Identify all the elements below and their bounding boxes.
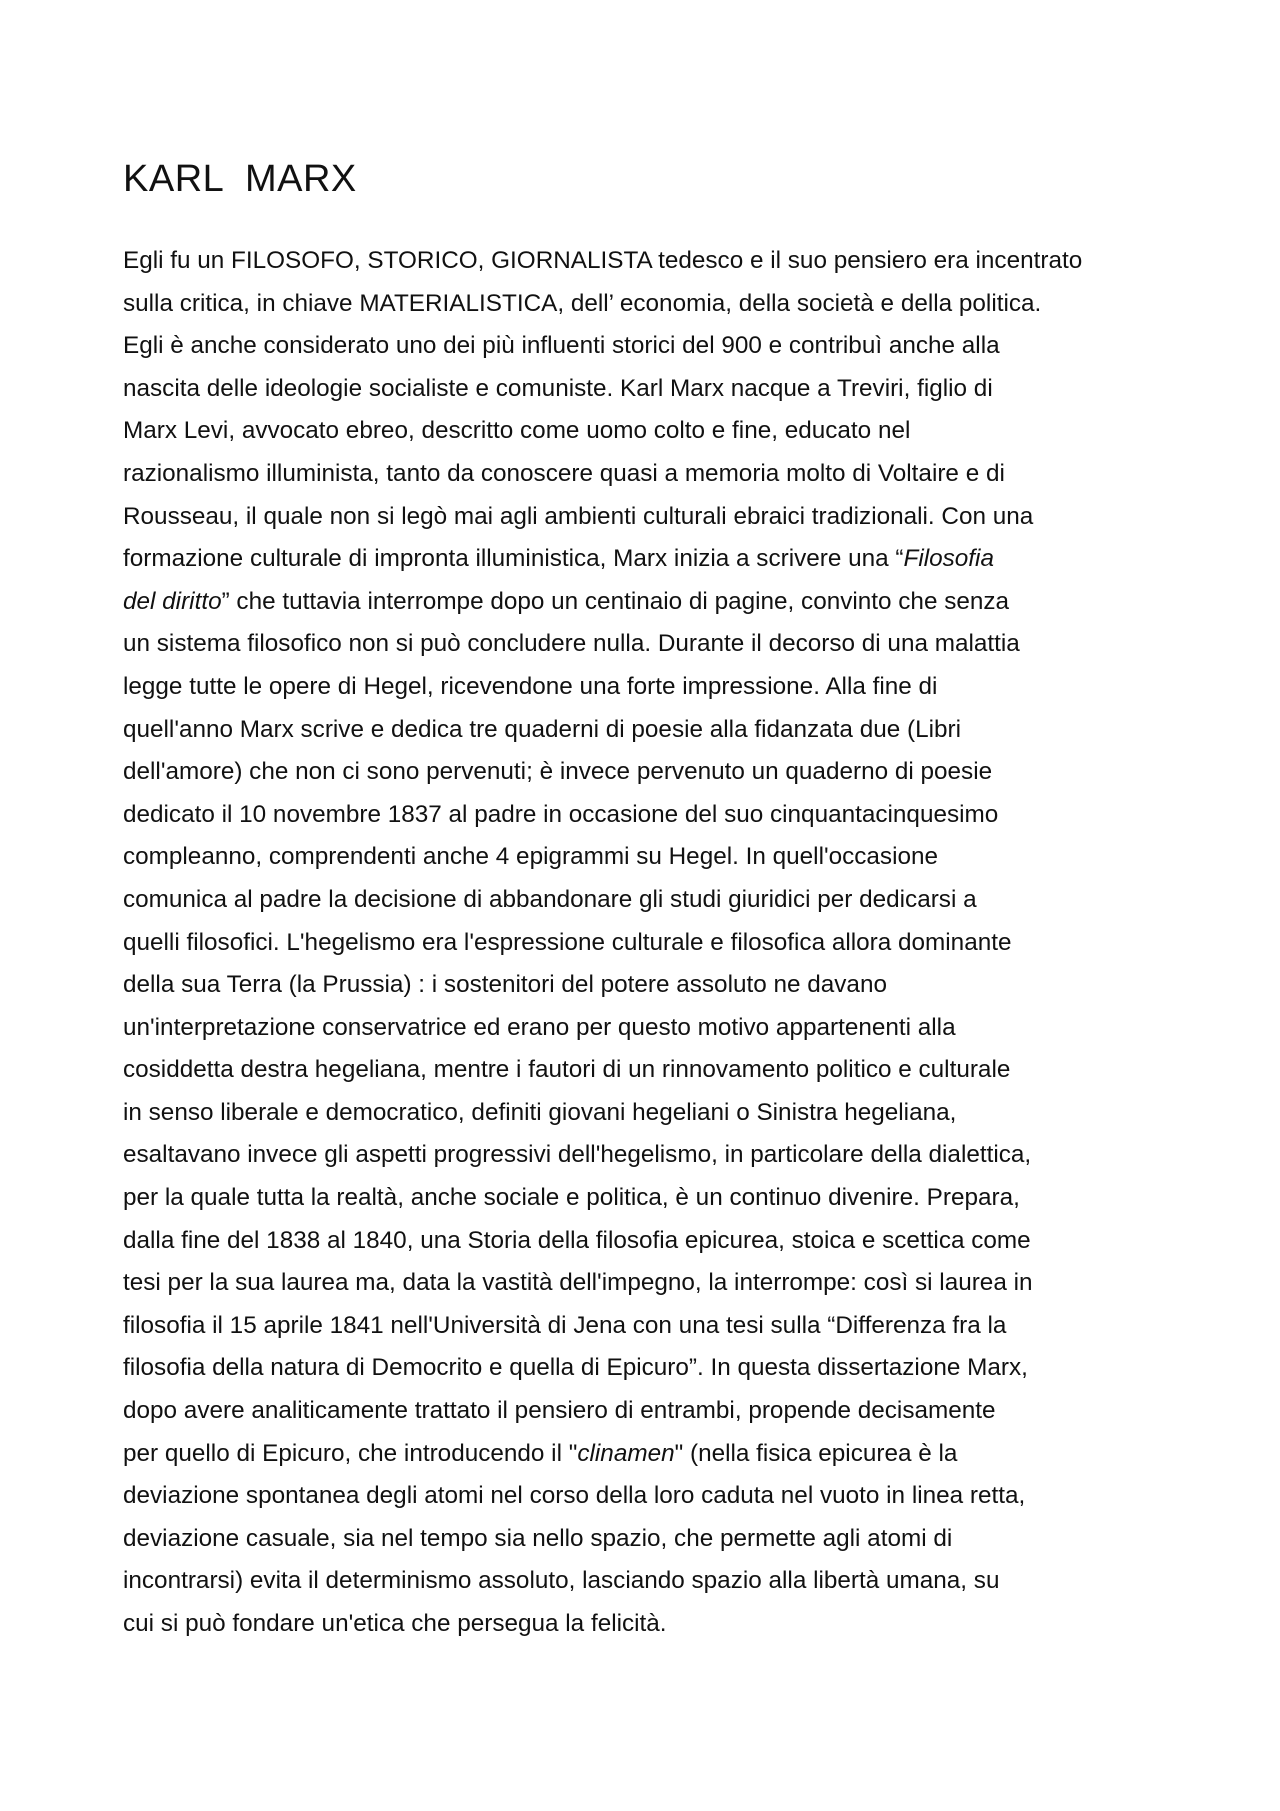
- text-segment: Egli è anche considerato uno dei più influenti storici del 900 e contribuì anche alla: [123, 332, 1000, 360]
- text-segment: un'interpretazione conservatrice ed erano per questo motivo appartenenti alla: [123, 1013, 956, 1041]
- text-segment: dalla fine del 1838 al 1840, una Storia della filosofia epicurea, stoica e scettica come: [123, 1226, 1031, 1254]
- text-segment: un sistema filosofico non si può concludere nulla. Durante il decorso di una malattia: [123, 630, 1020, 658]
- text-segment: cui si può fondare un'etica che persegua la felicità.: [123, 1610, 667, 1637]
- text-segment: Rousseau, il quale non si legò mai agli ambienti culturali ebraici tradizionali. Con una: [123, 502, 1034, 530]
- text-line: [123, 794, 1183, 837]
- text-segment: formazione culturale di impronta illuministica, Marx inizia a scrivere una “: [123, 545, 904, 573]
- text-line: [123, 240, 1183, 283]
- text-line: [123, 836, 1183, 879]
- text-line: [123, 1433, 1183, 1476]
- text-line: [123, 1475, 1183, 1518]
- text-segment: dedicato il 10 novembre 1837 al padre in occasione del suo cinquantacinquesimo: [123, 800, 999, 828]
- text-line: [123, 1603, 1183, 1646]
- text-line: [123, 1390, 1183, 1433]
- text-segment: incontrarsi) evita il determinismo assoluto, lasciando spazio alla libertà umana, su: [123, 1567, 1000, 1595]
- text-segment: per quello di Epicuro, che introducendo il ": [123, 1439, 578, 1467]
- text-line: [123, 1347, 1183, 1390]
- text-line: [123, 1177, 1183, 1220]
- text-segment: in senso liberale e democratico, definiti giovani hegeliani o Sinistra hegeliana,: [123, 1098, 957, 1126]
- italic-text: clinamen: [577, 1439, 675, 1467]
- text-segment: sulla critica, in chiave MATERIALISTICA, dell’ economia, della società e della politica.: [123, 289, 1042, 317]
- text-line: [123, 1262, 1183, 1305]
- text-line: [123, 879, 1183, 922]
- text-line: [123, 964, 1183, 1007]
- text-line: [123, 581, 1183, 624]
- italic-text: del diritto: [123, 587, 222, 615]
- text-line: [123, 453, 1183, 496]
- text-segment: nascita delle ideologie socialiste e comuniste. Karl Marx nacque a Treviri, figlio di: [123, 374, 993, 402]
- text-line: [123, 1305, 1183, 1348]
- text-line: [123, 623, 1183, 666]
- text-line: [123, 1134, 1183, 1177]
- text-segment: quelli filosofici. L'hegelismo era l'espressione culturale e filosofica allora dominante: [123, 928, 1012, 956]
- text-segment: esaltavano invece gli aspetti progressivi dell'hegelismo, in particolare della dialettica,: [123, 1141, 1032, 1169]
- body-paragraph: [123, 240, 1183, 1646]
- text-segment: Egli fu un FILOSOFO, STORICO, GIORNALISTA tedesco e il suo pensiero era incentrato: [123, 247, 1083, 274]
- text-segment: deviazione casuale, sia nel tempo sia nello spazio, che permette agli atomi di: [123, 1524, 953, 1552]
- text-segment: ” che tuttavia interrompe dopo un centinaio di pagine, convinto che senza: [221, 587, 1010, 615]
- text-segment: deviazione spontanea degli atomi nel corso della loro caduta nel vuoto in linea retta,: [123, 1482, 1026, 1510]
- text-segment: dopo avere analiticamente trattato il pensiero di entrambi, propende decisamente: [123, 1397, 996, 1425]
- text-line: [123, 325, 1183, 368]
- text-line: [123, 751, 1183, 794]
- text-line: [123, 368, 1183, 411]
- italic-text: Filosofia: [903, 545, 994, 573]
- text-line: [123, 922, 1183, 965]
- text-segment: quell'anno Marx scrive e dedica tre quaderni di poesie alla fidanzata due (Libri: [123, 715, 961, 743]
- text-segment: razionalismo illuminista, tanto da conoscere quasi a memoria molto di Voltaire e di: [123, 459, 1005, 487]
- text-line: [123, 538, 1183, 581]
- text-segment: Marx Levi, avvocato ebreo, descritto come uomo colto e fine, educato nel: [123, 417, 911, 445]
- text-segment: compleanno, comprendenti anche 4 epigrammi su Hegel. In quell'occasione: [123, 843, 939, 871]
- text-segment: filosofia della natura di Democrito e quella di Epicuro”. In questa dissertazione Marx,: [123, 1354, 1028, 1382]
- text-segment: della sua Terra (la Prussia) : i sostenitori del potere assoluto ne davano: [123, 971, 887, 999]
- text-segment: cosiddetta destra hegeliana, mentre i fautori di un rinnovamento politico e culturale: [123, 1056, 1011, 1084]
- text-line: [123, 1518, 1183, 1561]
- text-line: [123, 410, 1183, 453]
- text-line: [123, 1560, 1183, 1603]
- page-title: KARL MARX: [123, 158, 357, 200]
- text-line: [123, 1007, 1183, 1050]
- text-line: [123, 496, 1183, 539]
- text-line: [123, 283, 1183, 326]
- text-line: [123, 709, 1183, 752]
- text-line: [123, 1220, 1183, 1263]
- text-line: [123, 666, 1183, 709]
- text-segment: per la quale tutta la realtà, anche sociale e politica, è un continuo divenire. Prepara,: [123, 1184, 1020, 1212]
- text-segment: legge tutte le opere di Hegel, ricevendone una forte impressione. Alla fine di: [123, 672, 938, 700]
- text-segment: dell'amore) che non ci sono pervenuti; è invece pervenuto un quaderno di poesie: [123, 758, 993, 786]
- text-segment: filosofia il 15 aprile 1841 nell'Università di Jena con una tesi sulla “Differenza fra la: [123, 1311, 1007, 1339]
- text-line: [123, 1049, 1183, 1092]
- text-segment: " (nella fisica epicurea è la: [674, 1439, 958, 1467]
- text-line: [123, 1092, 1183, 1135]
- text-segment: tesi per la sua laurea ma, data la vastità dell'impegno, la interrompe: così si laurea in: [123, 1269, 1033, 1297]
- text-segment: comunica al padre la decisione di abbandonare gli studi giuridici per dedicarsi a: [123, 885, 977, 913]
